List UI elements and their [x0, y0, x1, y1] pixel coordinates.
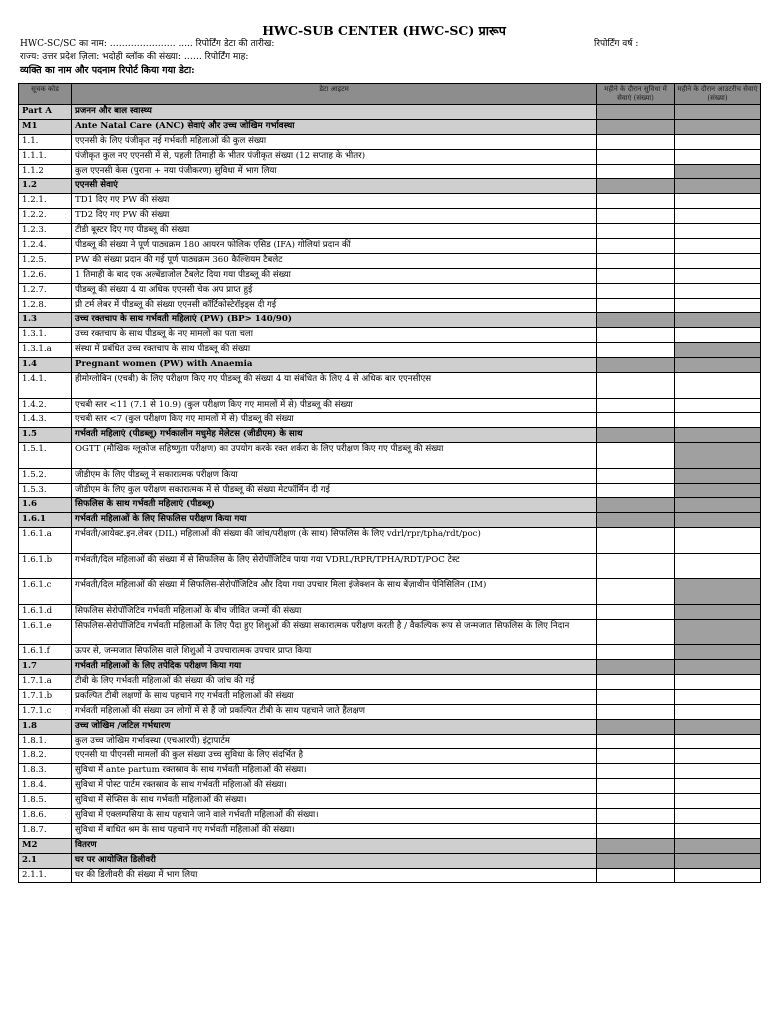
table-row — [19, 328, 761, 343]
outreach-value-cell — [675, 428, 761, 443]
indicator-code: 1.2.8. — [19, 298, 72, 313]
facility-value-cell — [597, 428, 675, 443]
col-header-outreach: महीने के दौरान आउटरीच सेवाएं (संख्या) — [675, 84, 761, 105]
data-item: हीमोग्लोबिन (एचबी) के लिए परीक्षण किए गए पीडब्लू की संख्या 4 या संबंधित के लिए 4 से अधिक बार एएनसीएस — [72, 373, 597, 399]
section-row — [19, 358, 761, 373]
outreach-value-cell — [675, 468, 761, 483]
facility-value-cell[interactable] — [597, 689, 675, 704]
data-item: सुविधा में पोस्ट पार्टम रक्तस्राव के साथ गर्भवती महिलाओं की संख्या। — [72, 779, 597, 794]
outreach-value-cell — [675, 119, 761, 134]
facility-value-cell[interactable] — [597, 413, 675, 428]
indicator-code: 1.6.1.a — [19, 528, 72, 554]
section-row — [19, 498, 761, 513]
facility-value-cell[interactable] — [597, 224, 675, 239]
data-item: टीडी बूस्टर दिए गए पीडब्लू की संख्या — [72, 224, 597, 239]
indicator-code: 1.7.1.c — [19, 704, 72, 719]
table-row — [19, 468, 761, 483]
table-row — [19, 398, 761, 413]
table-row — [19, 604, 761, 619]
data-item: TD1 दिए गए PW की संख्या — [72, 194, 597, 209]
outreach-value-cell[interactable] — [675, 823, 761, 838]
center-name-field: HWC-SC/SC का नाम: …………………. ..... रिपोर्टिंग डेटा की तारीख: — [20, 39, 275, 49]
section-row — [19, 660, 761, 675]
indicator-code: 1.3.1.a — [19, 343, 72, 358]
data-item: कुल एएनसी केस (पुराना + नया पंजीकरण) सुविधा में भाग लिया — [72, 164, 597, 179]
data-item: सिफलिस-सेरोपॉजिटिव गर्भवती महिलाओं के लिए पैदा हुए शिशुओं की संख्या सकारात्मक परीक्षण करती है / वैकल्पिक रूप से जन्मजात सिफलिस के लिए निदान — [72, 619, 597, 645]
table-row — [19, 619, 761, 645]
data-item: घर की डिलीवरी की संख्या में भाग लिया — [72, 868, 597, 883]
indicator-code: 1.1.1. — [19, 149, 72, 164]
table-row — [19, 443, 761, 469]
section-row — [19, 313, 761, 328]
indicator-code: 1.5.2. — [19, 468, 72, 483]
facility-value-cell[interactable] — [597, 343, 675, 358]
data-item: टीबी के लिए गर्भवती महिलाओं की संख्या की जांच की गई — [72, 674, 597, 689]
indicator-code: 1.6 — [19, 498, 72, 513]
col-header-facility: महीने के दौरान सुविधा में सेवाएं (संख्या) — [597, 84, 675, 105]
data-item: पीडब्लू की संख्या 4 या अधिक एएनसी चेक अप प्राप्त हुई — [72, 283, 597, 298]
outreach-value-cell — [675, 853, 761, 868]
table-row — [19, 298, 761, 313]
data-item: Ante Natal Care (ANC) सेवाएं और उच्च जोखिम गर्भावस्था — [72, 119, 597, 134]
outreach-value-cell — [675, 619, 761, 645]
outreach-value-cell[interactable] — [675, 149, 761, 164]
facility-value-cell[interactable] — [597, 209, 675, 224]
facility-value-cell — [597, 853, 675, 868]
facility-value-cell[interactable] — [597, 764, 675, 779]
indicator-code: M1 — [19, 119, 72, 134]
outreach-value-cell[interactable] — [675, 734, 761, 749]
table-row — [19, 164, 761, 179]
indicator-code: 1.6.1.b — [19, 553, 72, 579]
outreach-value-cell — [675, 343, 761, 358]
outreach-value-cell[interactable] — [675, 224, 761, 239]
outreach-value-cell[interactable] — [675, 779, 761, 794]
table-body — [19, 105, 761, 883]
outreach-value-cell[interactable] — [675, 209, 761, 224]
facility-value-cell — [597, 838, 675, 853]
indicator-code: 1.8.2. — [19, 749, 72, 764]
outreach-value-cell[interactable] — [675, 298, 761, 313]
indicator-code: 1.8.6. — [19, 808, 72, 823]
data-item: गर्भवती महिलाओं के लिए तपेदिक परीक्षण किया गया — [72, 660, 597, 675]
data-item: कुल उच्च जोखिम गर्भावस्था (एचआरपी) इंट्रापार्टम — [72, 734, 597, 749]
indicator-code: 1.8.3. — [19, 764, 72, 779]
facility-value-cell[interactable] — [597, 779, 675, 794]
outreach-value-cell — [675, 105, 761, 120]
facility-value-cell — [597, 179, 675, 194]
facility-value-cell[interactable] — [597, 553, 675, 579]
table-header-row — [19, 84, 761, 105]
table-row — [19, 209, 761, 224]
table-row — [19, 343, 761, 358]
indicator-code: 1.4.3. — [19, 413, 72, 428]
data-item: 1 तिमाही के बाद एक अल्बेंडाजोल टैबलेट दिया गया पीडब्लू की संख्या — [72, 268, 597, 283]
table-row — [19, 868, 761, 883]
table-row — [19, 253, 761, 268]
facility-value-cell — [597, 660, 675, 675]
facility-value-cell[interactable] — [597, 674, 675, 689]
indicator-code: Part A — [19, 105, 72, 120]
data-item: एएनसी या पीएनसी मामलों की कुल संख्या उच्च सुविधा के लिए संदर्भित है — [72, 749, 597, 764]
data-item: जीडीएम के लिए पीडब्लू ने सकारात्मक परीक्षण किया — [72, 468, 597, 483]
facility-value-cell[interactable] — [597, 194, 675, 209]
section-row — [19, 179, 761, 194]
section-row — [19, 105, 761, 120]
outreach-value-cell[interactable] — [675, 398, 761, 413]
table-row — [19, 779, 761, 794]
outreach-value-cell[interactable] — [675, 413, 761, 428]
indicator-code: 1.2.2. — [19, 209, 72, 224]
outreach-value-cell[interactable] — [675, 764, 761, 779]
outreach-value-cell — [675, 604, 761, 619]
facility-value-cell[interactable] — [597, 164, 675, 179]
indicator-code: 1.1. — [19, 134, 72, 149]
indicator-code: 1.7.1.b — [19, 689, 72, 704]
outreach-value-cell[interactable] — [675, 749, 761, 764]
facility-value-cell[interactable] — [597, 645, 675, 660]
data-item: प्रकल्पित टीबी लक्षणों के साथ पहचाने गए गर्भवती महिलाओं की संख्या — [72, 689, 597, 704]
table-row — [19, 134, 761, 149]
data-item: सुविधा में सेप्सिस के साथ गर्भवती महिलाओं की संख्या। — [72, 794, 597, 809]
data-item: जीडीएम के लिए कुल परीक्षण सकारात्मक में से पीडब्लू की संख्या मेटफॉर्मिन दी गई — [72, 483, 597, 498]
data-item: उच्च जोखिम /जटिल गर्भधारण — [72, 719, 597, 734]
indicator-code: 2.1.1. — [19, 868, 72, 883]
data-item: पीडब्लू की संख्या ने पूर्ण पाठ्यक्रम 180 आयरन फोलिक एसिड (IFA) गोलियां प्रदान कीं — [72, 239, 597, 254]
data-item: एएनसी के लिए पंजीकृत नई गर्भवती महिलाओं की कुल संख्या — [72, 134, 597, 149]
table-row — [19, 224, 761, 239]
table-row — [19, 674, 761, 689]
indicator-code: 1.2.6. — [19, 268, 72, 283]
table-row — [19, 149, 761, 164]
table-row — [19, 645, 761, 660]
facility-value-cell — [597, 498, 675, 513]
table-row — [19, 579, 761, 605]
indicator-code: 1.8 — [19, 719, 72, 734]
indicator-code: 1.8.7. — [19, 823, 72, 838]
table-row — [19, 239, 761, 254]
facility-value-cell[interactable] — [597, 298, 675, 313]
facility-value-cell[interactable] — [597, 604, 675, 619]
outreach-value-cell — [675, 645, 761, 660]
facility-value-cell[interactable] — [597, 483, 675, 498]
outreach-value-cell[interactable] — [675, 194, 761, 209]
indicator-code: 1.8.1. — [19, 734, 72, 749]
outreach-value-cell[interactable] — [675, 253, 761, 268]
table-row — [19, 283, 761, 298]
section-row — [19, 838, 761, 853]
table-row — [19, 268, 761, 283]
location-fields: राज्य: उत्तर प्रदेश ज़िला: भदोही ब्लॉक की संख्या: …… रिपोर्टिंग माह: — [20, 52, 249, 62]
facility-value-cell[interactable] — [597, 794, 675, 809]
facility-value-cell[interactable] — [597, 398, 675, 413]
data-item: ऊपर से, जन्मजात सिफलिस वाले शिशुओं ने उपचारात्मक उपचार प्राप्त किया — [72, 645, 597, 660]
facility-value-cell[interactable] — [597, 734, 675, 749]
facility-value-cell[interactable] — [597, 268, 675, 283]
section-row — [19, 513, 761, 528]
data-item: प्रजनन और बाल स्वास्थ्य — [72, 105, 597, 120]
data-item: सुविधा में ante partum रक्तस्राव के साथ गर्भवती महिलाओं की संख्या। — [72, 764, 597, 779]
indicator-code: 1.2 — [19, 179, 72, 194]
outreach-value-cell — [675, 313, 761, 328]
outreach-value-cell[interactable] — [675, 553, 761, 579]
outreach-value-cell — [675, 483, 761, 498]
outreach-value-cell[interactable] — [675, 808, 761, 823]
form-title: HWC-SUB CENTER (HWC-SC) प्रारूप — [262, 23, 506, 38]
indicator-code: 1.3 — [19, 313, 72, 328]
table-row — [19, 689, 761, 704]
facility-value-cell[interactable] — [597, 749, 675, 764]
facility-value-cell — [597, 313, 675, 328]
facility-value-cell[interactable] — [597, 283, 675, 298]
data-item: प्री टर्म लेबर में पीडब्लू की संख्या एएनसी कॉर्टिकोस्टेरॉइड्स दी गई — [72, 298, 597, 313]
table-row — [19, 704, 761, 719]
table-row — [19, 764, 761, 779]
outreach-value-cell[interactable] — [675, 134, 761, 149]
outreach-value-cell[interactable] — [675, 704, 761, 719]
section-row — [19, 428, 761, 443]
facility-value-cell[interactable] — [597, 443, 675, 469]
indicator-code: 1.5 — [19, 428, 72, 443]
indicator-code: 1.2.7. — [19, 283, 72, 298]
facility-value-cell[interactable] — [597, 823, 675, 838]
indicator-code: M2 — [19, 838, 72, 853]
indicator-code: 1.7.1.a — [19, 674, 72, 689]
facility-value-cell[interactable] — [597, 468, 675, 483]
facility-value-cell[interactable] — [597, 328, 675, 343]
outreach-value-cell — [675, 579, 761, 605]
facility-value-cell[interactable] — [597, 579, 675, 605]
data-item: सुविधा में बाधित श्रम के साथ पहचाने गए गर्भवती महिलाओं की संख्या। — [72, 823, 597, 838]
data-item: घर पर आयोजित डिलीवरी — [72, 853, 597, 868]
data-item: एचबी स्तर <11 (7.1 से 10.9) (कुल परीक्षण किए गए मामलों में से) पीडब्लू की संख्या — [72, 398, 597, 413]
outreach-value-cell — [675, 179, 761, 194]
data-item: उच्च रक्तचाप के साथ गर्भवती महिलाएं (PW) (BP> 140/90) — [72, 313, 597, 328]
outreach-value-cell — [675, 443, 761, 469]
outreach-value-cell — [675, 164, 761, 179]
data-item: गर्भवती महिलाओं की संख्या उन लोगों में से हैं जो प्रकल्पित टीबी के साथ पहचाने जाते हैंलक्षण — [72, 704, 597, 719]
data-item: सिफलिस के साथ गर्भवती महिलाएं (पीडब्लू) — [72, 498, 597, 513]
outreach-value-cell[interactable] — [675, 868, 761, 883]
indicator-code: 1.2.1. — [19, 194, 72, 209]
col-header-item: डेटा आइटम — [72, 84, 597, 105]
facility-value-cell[interactable] — [597, 149, 675, 164]
outreach-value-cell — [675, 513, 761, 528]
facility-value-cell[interactable] — [597, 808, 675, 823]
indicator-code: 1.6.1 — [19, 513, 72, 528]
outreach-value-cell[interactable] — [675, 239, 761, 254]
indicator-code: 1.2.4. — [19, 239, 72, 254]
table-row — [19, 749, 761, 764]
outreach-value-cell[interactable] — [675, 794, 761, 809]
facility-value-cell[interactable] — [597, 704, 675, 719]
data-table — [18, 83, 761, 883]
indicator-code: 1.7 — [19, 660, 72, 675]
outreach-value-cell — [675, 498, 761, 513]
outreach-value-cell — [675, 719, 761, 734]
indicator-code: 1.3.1. — [19, 328, 72, 343]
form-subtitle: व्यक्ति का नाम और पदनाम रिपोर्ट किया गया डेटा: — [20, 65, 195, 76]
outreach-value-cell[interactable] — [675, 328, 761, 343]
facility-value-cell[interactable] — [597, 868, 675, 883]
facility-value-cell[interactable] — [597, 619, 675, 645]
indicator-code: 1.2.3. — [19, 224, 72, 239]
indicator-code: 1.6.1.d — [19, 604, 72, 619]
data-item: पंजीकृत कुल नए एएनसी में से, पहली तिमाही के भीतर पंजीकृत संख्या (12 सप्ताह के भीतर) — [72, 149, 597, 164]
data-item: उच्च रक्तचाप के साथ पीडब्लू के नए मामलों का पता चला — [72, 328, 597, 343]
data-item: एचबी स्तर <7 (कुल परीक्षण किए गए मामलों में से) पीडब्लू की संख्या — [72, 413, 597, 428]
indicator-code: 1.5.1. — [19, 443, 72, 469]
data-item: सुविधा में एक्लम्पसिया के साथ पहचाने जाने वाले गर्भवती महिलाओं की संख्या। — [72, 808, 597, 823]
table-row — [19, 734, 761, 749]
indicator-code: 1.4.2. — [19, 398, 72, 413]
data-item: गर्भवती महिलाएं (पीडब्लू) गर्भकालीन मधुमेह मेलेटस (जीडीएम) के साथ — [72, 428, 597, 443]
outreach-value-cell[interactable] — [675, 674, 761, 689]
indicator-code: 1.6.1.c — [19, 579, 72, 605]
outreach-value-cell[interactable] — [675, 373, 761, 399]
data-item: सिफलिस सेरोपॉजिटिव गर्भवती महिलाओं के बीच जीवित जन्मों की संख्या — [72, 604, 597, 619]
table-row — [19, 808, 761, 823]
facility-value-cell — [597, 513, 675, 528]
indicator-code: 1.6.1.e — [19, 619, 72, 645]
section-row — [19, 853, 761, 868]
data-item: संस्था में प्रबंधित उच्च रक्तचाप के साथ पीडब्लू की संख्या — [72, 343, 597, 358]
data-item: PW की संख्या प्रदान की गई पूर्ण पाठ्यक्रम 360 कैल्शियम टैबलेट — [72, 253, 597, 268]
section-row — [19, 719, 761, 734]
outreach-value-cell[interactable] — [675, 268, 761, 283]
facility-value-cell — [597, 358, 675, 373]
table-row — [19, 553, 761, 579]
indicator-code: 1.6.1.f — [19, 645, 72, 660]
data-item: गर्भवती/आयेक्ट.इन.लेबर (DIL) महिलाओं की संख्या की जांच/परीक्षण (के साथ) सिफलिस के लिए vdrl/rpr/tpha/rdt/poc) — [72, 528, 597, 554]
outreach-value-cell[interactable] — [675, 528, 761, 554]
facility-value-cell[interactable] — [597, 239, 675, 254]
section-row — [19, 119, 761, 134]
data-item: वितरण — [72, 838, 597, 853]
data-item: गर्भवती/दिल महिलाओं की संख्या में सिफलिस-सेरोपॉजिटिव और दिया गया उपचार मिला इंजेक्शन के साथ बेंज़ाथीन पेनिसिलिन (IM) — [72, 579, 597, 605]
table-row — [19, 794, 761, 809]
outreach-value-cell[interactable] — [675, 689, 761, 704]
col-header-code: सूचक कोड — [19, 84, 72, 105]
outreach-value-cell — [675, 838, 761, 853]
data-item: एएनसी सेवाएं — [72, 179, 597, 194]
indicator-code: 1.2.5. — [19, 253, 72, 268]
facility-value-cell[interactable] — [597, 134, 675, 149]
indicator-code: 2.1 — [19, 853, 72, 868]
facility-value-cell — [597, 119, 675, 134]
facility-value-cell[interactable] — [597, 373, 675, 399]
outreach-value-cell[interactable] — [675, 283, 761, 298]
header-row-2 — [0, 51, 768, 64]
indicator-code: 1.8.4. — [19, 779, 72, 794]
indicator-code: 1.4 — [19, 358, 72, 373]
table-row — [19, 483, 761, 498]
data-item: OGTT (मौखिक ग्लूकोज सहिष्णुता परीक्षण) का उपयोग करके रक्त शर्करा के लिए परीक्षण किए गए पीडब्लू की संख्या — [72, 443, 597, 469]
outreach-value-cell — [675, 660, 761, 675]
data-item: गर्भवती/दिल महिलाओं की संख्या में से सिफलिस के लिए सेरोपॉजिटिव पाया गया VDRL/RPR/TPHA/RDT/POC टेस्ट — [72, 553, 597, 579]
header-row-1 — [0, 38, 768, 51]
facility-value-cell[interactable] — [597, 253, 675, 268]
table-row — [19, 373, 761, 399]
table-row — [19, 528, 761, 554]
indicator-code: 1.5.3. — [19, 483, 72, 498]
reporting-year-field: रिपोर्टिंग वर्ष : — [594, 39, 639, 49]
data-item: Pregnant women (PW) with Anaemia — [72, 358, 597, 373]
indicator-code: 1.1.2 — [19, 164, 72, 179]
table-row — [19, 823, 761, 838]
facility-value-cell[interactable] — [597, 528, 675, 554]
table-row — [19, 413, 761, 428]
table-row — [19, 194, 761, 209]
facility-value-cell — [597, 719, 675, 734]
data-item: TD2 दिए गए PW की संख्या — [72, 209, 597, 224]
indicator-code: 1.8.5. — [19, 794, 72, 809]
data-item: गर्भवती महिलाओं के लिए सिफलिस परीक्षण किया गया — [72, 513, 597, 528]
facility-value-cell — [597, 105, 675, 120]
indicator-code: 1.4.1. — [19, 373, 72, 399]
outreach-value-cell — [675, 358, 761, 373]
